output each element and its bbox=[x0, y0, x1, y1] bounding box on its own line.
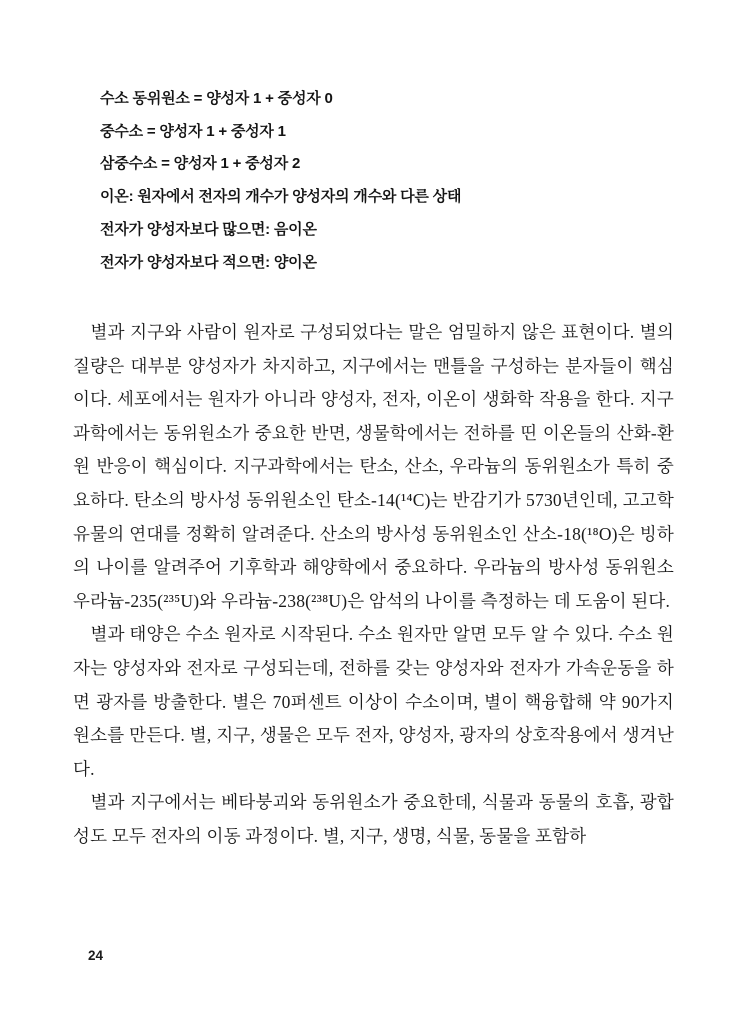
body-text bbox=[73, 316, 674, 854]
page-number: 24 bbox=[88, 948, 104, 963]
note-line-cation: 전자가 양성자보다 적으면: 양이온 bbox=[100, 253, 317, 271]
paragraph-beta-decay: 별과 지구에서는 베타붕괴와 동위원소가 중요한데, 식물과 동물의 호흡, 광합성도 모두 전자의 이동 과정이다. 별, 지구, 생명, 식물, 동물을 포함하 bbox=[73, 792, 674, 846]
note-line-deuterium: 중수소 = 양성자 1 + 중성자 1 bbox=[100, 122, 286, 140]
note-line-anion: 전자가 양성자보다 많으면: 음이온 bbox=[100, 220, 317, 238]
paragraph-hydrogen-stars: 별과 태양은 수소 원자로 시작된다. 수소 원자만 알면 모두 알 수 있다. 수소 원자는 양성자와 전자로 구성되는데, 전하를 갖는 양성자와 전자가 가속운동을 하면 광자를 방출한다. 별은 70퍼센트 이상이 수소이며, 별이 핵융합해 약 90가지 원소를 만든다. 별, 지구, 생물은 모두 전자, 양성자, 광자의 상호작용에서 생겨난다. bbox=[73, 624, 674, 779]
note-line-ion-definition: 이온: 원자에서 전자의 개수가 양성자의 개수와 다른 상태 bbox=[100, 188, 462, 206]
note-line-tritium: 삼중수소 = 양성자 1 + 중성자 2 bbox=[100, 155, 301, 173]
notes-list bbox=[100, 83, 680, 279]
paragraph-isotopes: 별과 지구와 사람이 원자로 구성되었다는 말은 엄밀하지 않은 표현이다. 별의 질량은 대부분 양성자가 차지하고, 지구에서는 맨틀을 구성하는 분자들이 핵심이다. 세포에서는 원자가 아니라 양성자, 전자, 이온이 생화학 작용을 한다. 지구과학에서는 동위원소가 중요한 반면, 생물학에서는 전하를 띤 이온들의 산화-환원 반응이 핵심이다. 지구과학에서는 탄소, 산소, 우라늄의 동위원소가 특히 중요하다. 탄소의 방사성 동위원소인 탄소-14(¹⁴C)는 반감기가 5730년인데, 고고학 유물의 연대를 정확히 알려준다. 산소의 방사성 동위원소인 산소-18(¹⁸O)은 빙하의 나이를 알려주어 기후학과 해양학에서 중요하다. 우라늄의 방사성 동위원소 우라늄-235(²³⁵U)와 우라늄-238(²³⁸U)은 암석의 나이를 측정하는 데 도움이 된다. bbox=[73, 322, 674, 611]
note-line-hydrogen-isotope: 수소 동위원소 = 양성자 1 + 중성자 0 bbox=[100, 90, 333, 107]
